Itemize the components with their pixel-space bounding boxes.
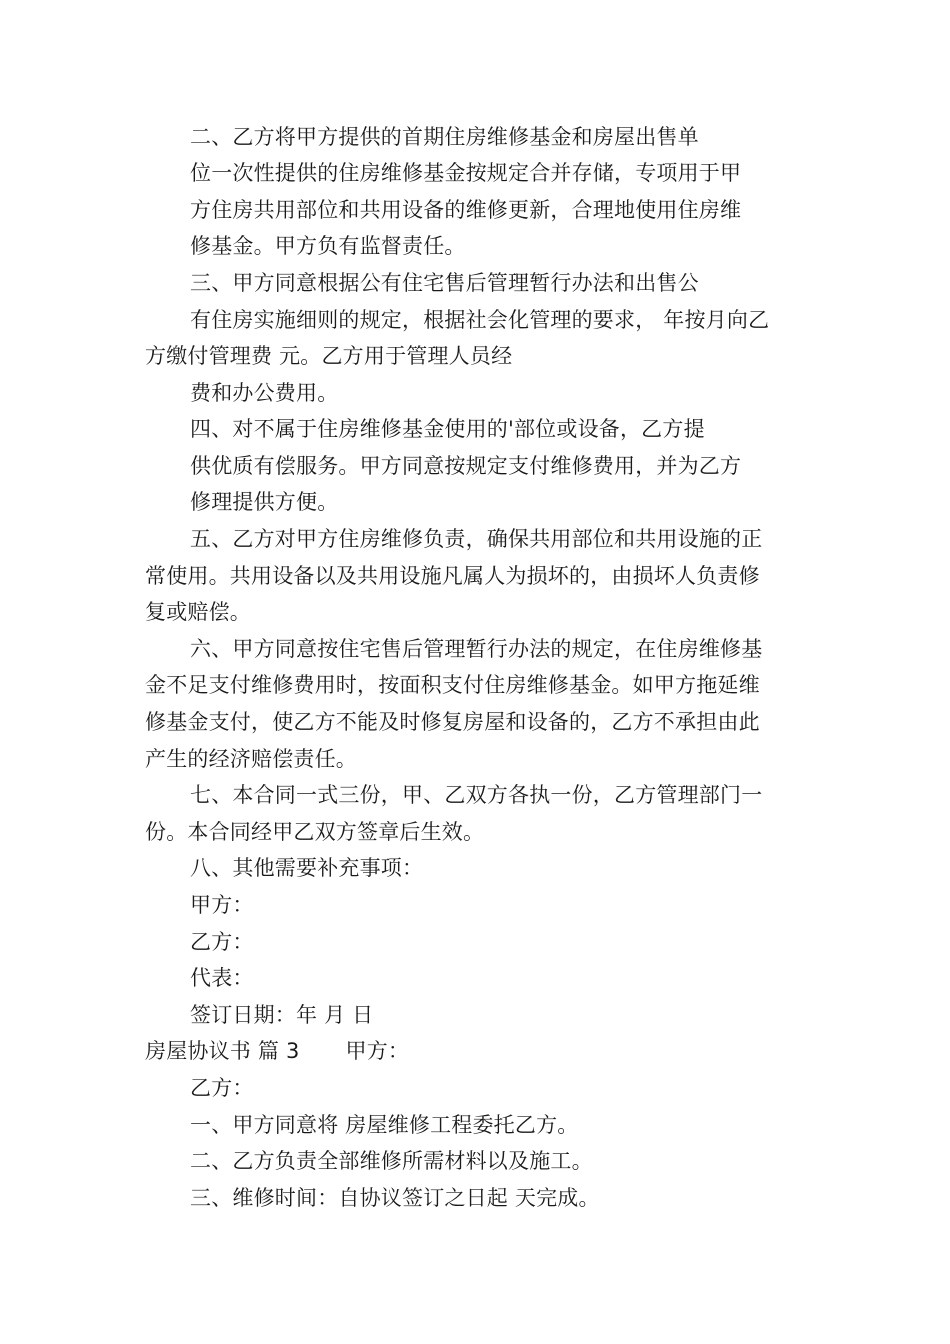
clause-6-line-4: 产生的经济赔偿责任。 [145, 747, 357, 771]
clause-3-line-2: 有住房实施细则的规定，根据社会化管理的要求， 年按月向乙 [190, 308, 770, 332]
clause-4-line-3: 修理提供方便。 [190, 490, 339, 514]
clause-2-line-4: 修基金。甲方负有监督责任。 [190, 234, 466, 258]
representative-label: 代表： [190, 966, 254, 990]
signing-date-label: 签订日期：年 月 日 [190, 1003, 374, 1027]
section-3-title: 房屋协议书 篇 3 [145, 1039, 300, 1063]
clause-6-line-1: 六、甲方同意按住宅售后管理暂行办法的规定，在住房维修基 [190, 637, 763, 661]
party-b-label: 乙方： [190, 930, 254, 954]
party-a-label: 甲方： [190, 893, 254, 917]
clause-4-line-2: 供优质有偿服务。甲方同意按规定支付维修费用，并为乙方 [190, 454, 742, 478]
clause-2-line-2: 位一次性提供的住房维修基金按规定合并存储，专项用于甲 [190, 161, 742, 185]
clause-5-line-2: 常使用。共用设备以及共用设施凡属人为损坏的，由损坏人负责修 [145, 564, 760, 588]
section-3-clause-3: 三、维修时间：自协议签订之日起 天完成。 [190, 1186, 600, 1210]
clause-7-line-1: 七、本合同一式三份，甲、乙双方各执一份，乙方管理部门一 [190, 783, 763, 807]
clause-6-line-2: 金不足支付维修费用时，按面积支付住房维修基金。如甲方拖延维 [145, 673, 760, 697]
section-3-party-b-label: 乙方： [190, 1076, 254, 1100]
clause-5-line-1: 五、乙方对甲方住房维修负责，确保共用部位和共用设施的正 [190, 527, 763, 551]
clause-6-line-3: 修基金支付，使乙方不能及时修复房屋和设备的，乙方不承担由此 [145, 710, 760, 734]
clause-8-line: 八、其他需要补充事项： [190, 856, 424, 880]
section-3-clause-1: 一、甲方同意将 房屋维修工程委托乙方。 [190, 1113, 579, 1137]
clause-2-line-1: 二、乙方将甲方提供的首期住房维修基金和房屋出售单 [190, 125, 699, 149]
clause-4-line-1: 四、对不属于住房维修基金使用的'部位或设备，乙方提 [190, 417, 705, 441]
clause-3-line-1: 三、甲方同意根据公有住宅售后管理暂行办法和出售公 [190, 271, 699, 295]
clause-2-line-3: 方住房共用部位和共用设备的维修更新，合理地使用住房维 [190, 198, 742, 222]
section-3-heading-line [145, 1036, 815, 1066]
section-3-clause-2: 二、乙方负责全部维修所需材料以及施工。 [190, 1149, 593, 1173]
clause-7-line-2: 份。本合同经甲乙双方签章后生效。 [145, 820, 485, 844]
section-3-party-a-label: 甲方： [345, 1039, 410, 1063]
clause-5-line-3: 复或赔偿。 [145, 600, 251, 624]
clause-3-line-3: 方缴付管理费 元。乙方用于管理人员经 [145, 344, 513, 368]
clause-3-line-4: 费和办公费用。 [190, 381, 339, 405]
